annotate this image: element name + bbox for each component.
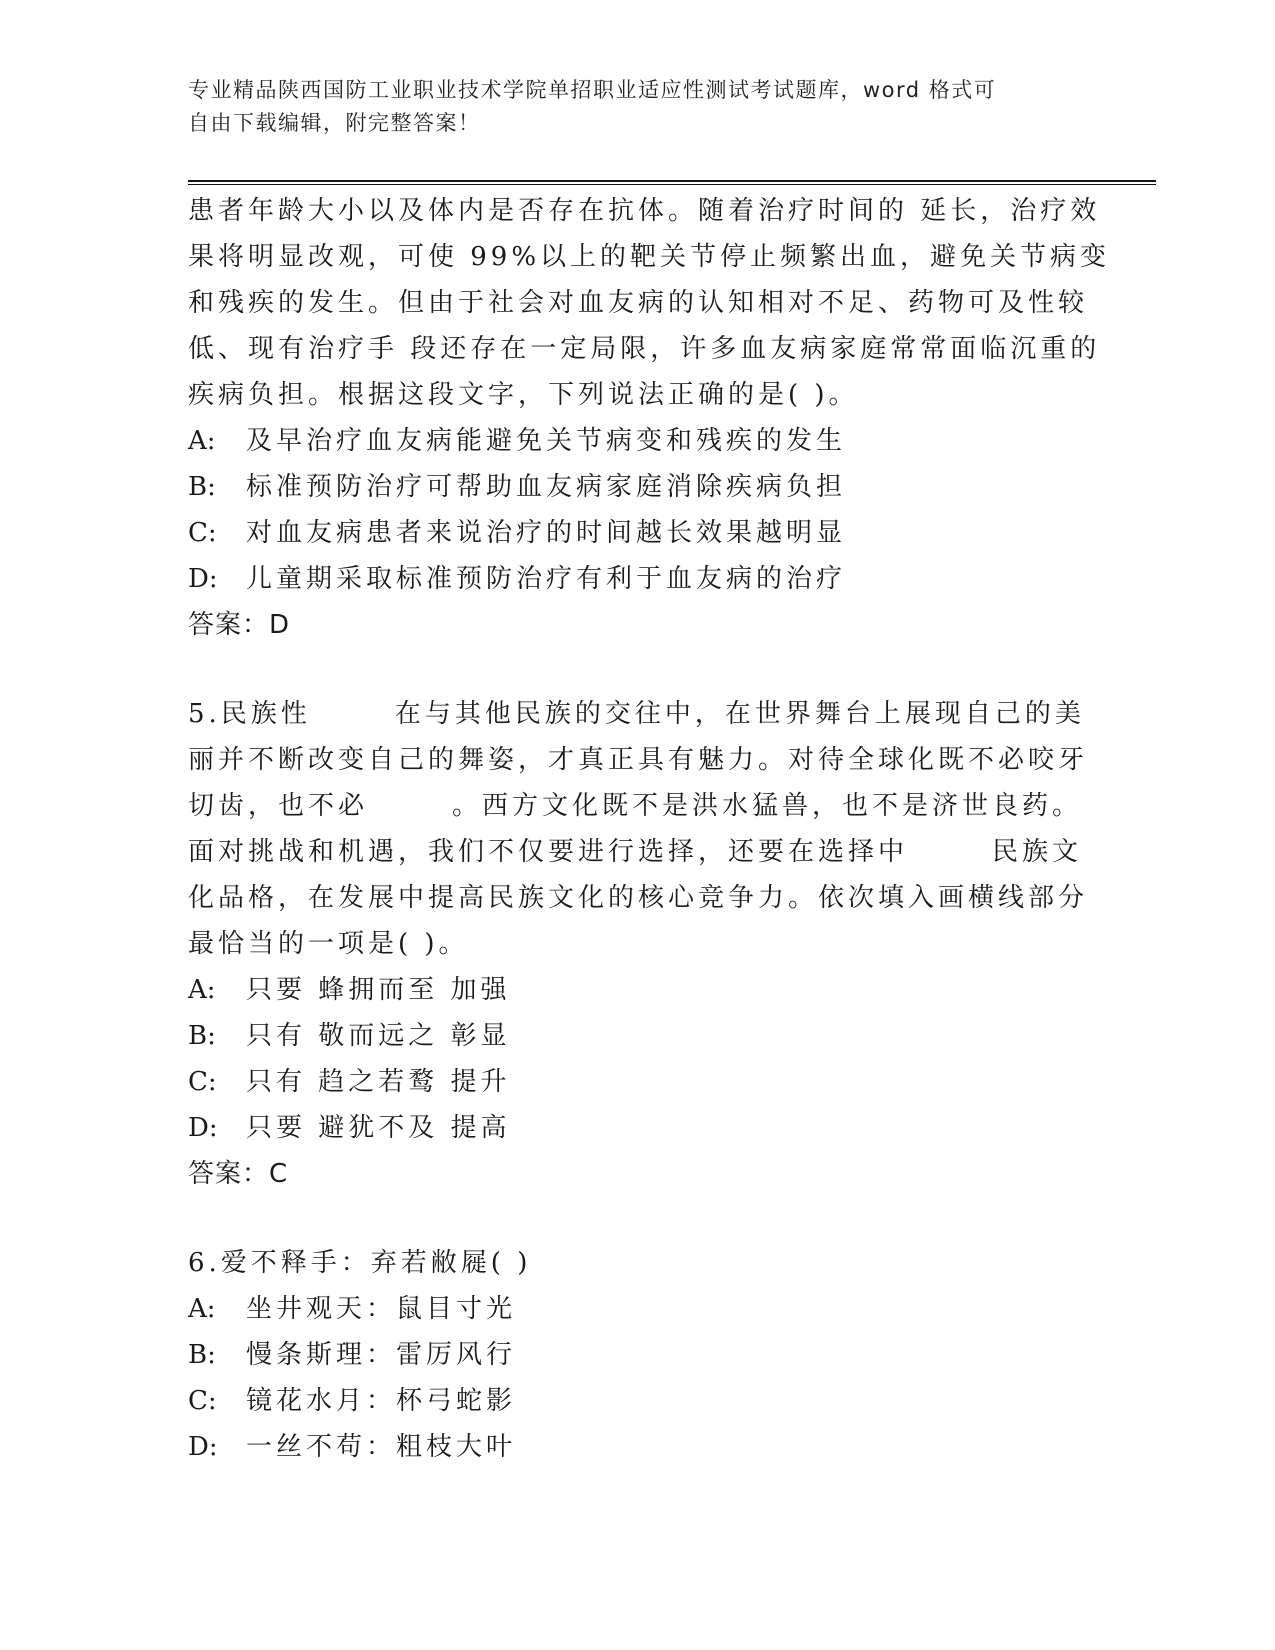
option-c <box>188 1378 1088 1424</box>
option-letter: B: <box>188 1021 216 1051</box>
question-stem-line: 果将明显改观，可使 99%以上的靶关节停止频繁出血，避免关节病变 <box>188 242 1111 272</box>
option-a <box>188 418 1088 464</box>
option-c <box>188 1059 1088 1105</box>
stem-segment: 5.民族性 <box>188 699 311 729</box>
option-text: 坐井观天：鼠目寸光 <box>246 1294 517 1324</box>
option-letter: D: <box>188 564 218 594</box>
option-d <box>188 1105 1088 1151</box>
question-stem-line <box>188 829 1088 875</box>
option-a <box>188 1286 1088 1332</box>
question-stem-line <box>188 783 1088 829</box>
option-letter: D: <box>188 1432 218 1462</box>
option-c <box>188 510 1088 556</box>
option-letter: C: <box>188 1386 217 1416</box>
option-text: 只有 敬而远之 彰显 <box>246 1021 511 1051</box>
option-letter: B: <box>188 1340 216 1370</box>
question-stem-line: 化品格，在发展中提高民族文化的核心竞争力。依次填入画横线部分 <box>188 883 1089 913</box>
stem-segment: 在与其他民族的交往中，在世界舞台上展现自己的美 <box>394 699 1085 729</box>
question-stem-line <box>188 691 1088 737</box>
option-text: 镜花水月：杯弓蛇影 <box>246 1386 517 1416</box>
option-d <box>188 556 1088 602</box>
stem-segment: 民族文 <box>992 837 1083 867</box>
answer-line: 答案：C <box>188 1159 289 1189</box>
document-header <box>188 74 1068 140</box>
option-b <box>188 464 1088 510</box>
question-stem-line: 6.爱不释手：弃若敝屣( ) <box>188 1248 532 1278</box>
option-letter: A: <box>188 1294 216 1324</box>
option-letter: A: <box>188 426 216 456</box>
option-text: 只要 蜂拥而至 加强 <box>246 975 511 1005</box>
option-letter: C: <box>188 1067 217 1097</box>
option-text: 一丝不苟：粗枝大叶 <box>246 1432 517 1462</box>
question-stem-line: 患者年龄大小以及体内是否存在抗体。随着治疗时间的 延长，治疗效 <box>188 196 1101 226</box>
question-spacer <box>188 1197 1088 1240</box>
question-4 <box>188 188 1111 648</box>
option-letter: A: <box>188 975 216 1005</box>
option-text: 儿童期采取标准预防治疗有利于血友病的治疗 <box>246 564 847 594</box>
option-b <box>188 1332 1088 1378</box>
question-stem-line: 疾病负担。根据这段文字，下列说法正确的是( )。 <box>188 380 859 410</box>
question-stem-line: 低、现有治疗手 段还存在一定局限，许多血友病家庭常常面临沉重的 <box>188 334 1101 364</box>
option-text: 对血友病患者来说治疗的时间越长效果越明显 <box>246 518 847 548</box>
document-body <box>188 188 1111 1470</box>
option-text: 慢条斯理：雷厉风行 <box>246 1340 517 1370</box>
question-spacer <box>188 648 1088 691</box>
question-6 <box>188 1240 1088 1470</box>
stem-segment: 面对挑战和机遇，我们不仅要进行选择，还要在选择中 <box>188 837 909 867</box>
option-letter: C: <box>188 518 217 548</box>
option-b <box>188 1013 1088 1059</box>
option-text: 标准预防治疗可帮助血友病家庭消除疾病负担 <box>246 472 847 502</box>
question-stem-line: 丽并不断改变自己的舞姿，才真正具有魅力。对待全球化既不必咬牙 <box>188 745 1089 775</box>
option-a <box>188 967 1088 1013</box>
answer-line: 答案：D <box>188 610 291 640</box>
stem-segment: 。西方文化既不是洪水猛兽，也不是济世良药。 <box>452 791 1083 821</box>
header-line-1: 专业精品陕西国防工业职业技术学院单招职业适应性测试考试题库，word 格式可 <box>188 78 997 102</box>
option-letter: B: <box>188 472 216 502</box>
option-text: 及早治疗血友病能避免关节病变和残疾的发生 <box>246 426 847 456</box>
option-text: 只有 趋之若鹜 提升 <box>246 1067 511 1097</box>
header-rule-thick <box>188 180 1156 182</box>
option-d <box>188 1424 1088 1470</box>
option-text: 只要 避犹不及 提高 <box>246 1113 511 1143</box>
question-5 <box>188 691 1088 1197</box>
header-rule-thin <box>188 184 1156 185</box>
option-letter: D: <box>188 1113 218 1143</box>
question-stem-line: 最恰当的一项是( )。 <box>188 929 469 959</box>
question-stem-line: 和残疾的发生。但由于社会对血友病的认知相对不足、药物可及性较 <box>188 288 1089 318</box>
stem-segment: 切齿，也不必 <box>188 791 369 821</box>
header-line-2: 自由下载编辑，附完整答案！ <box>188 111 481 135</box>
